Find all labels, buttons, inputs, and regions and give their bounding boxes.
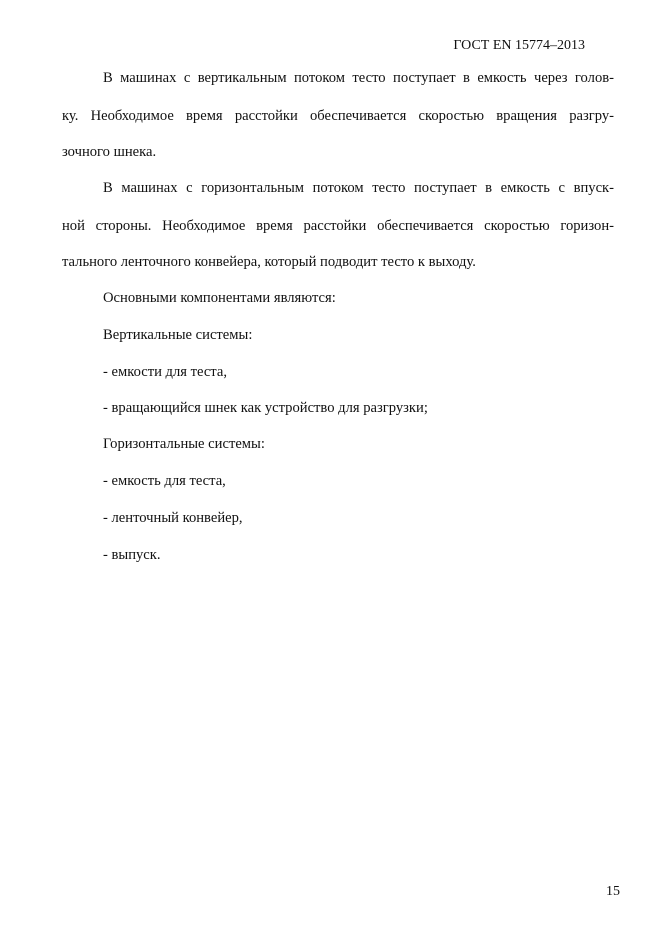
list-item: - емкость для теста, <box>103 473 226 489</box>
paragraph-line: В машинах с горизонтальным потоком тесто поступает в емкость с впуск- <box>103 180 614 196</box>
page-number: 15 <box>606 884 620 899</box>
list-item: - вращающийся шнек как устройство для разгрузки; <box>103 400 428 416</box>
paragraph-line: тального ленточного конвейера, который подводит тесто к выходу. <box>62 254 476 270</box>
list-item: - выпуск. <box>103 547 161 563</box>
paragraph-line: зочного шнека. <box>62 144 157 160</box>
list-item: - ленточный конвейер, <box>103 510 243 526</box>
section-label: Вертикальные системы: <box>103 327 253 343</box>
standard-header: ГОСТ EN 15774–2013 <box>453 38 585 53</box>
section-label: Горизонтальные системы: <box>103 436 265 452</box>
list-item: - емкости для теста, <box>103 364 227 380</box>
paragraph-line: ку. Необходимое время расстойки обеспечивается скоростью вращения разгру- <box>62 108 614 124</box>
paragraph-line: Основными компонентами являются: <box>103 290 336 306</box>
paragraph-line: В машинах с вертикальным потоком тесто поступает в емкость через голов- <box>103 70 614 86</box>
paragraph-line: ной стороны. Необходимое время расстойки обеспечивается скоростью горизон- <box>62 218 614 234</box>
